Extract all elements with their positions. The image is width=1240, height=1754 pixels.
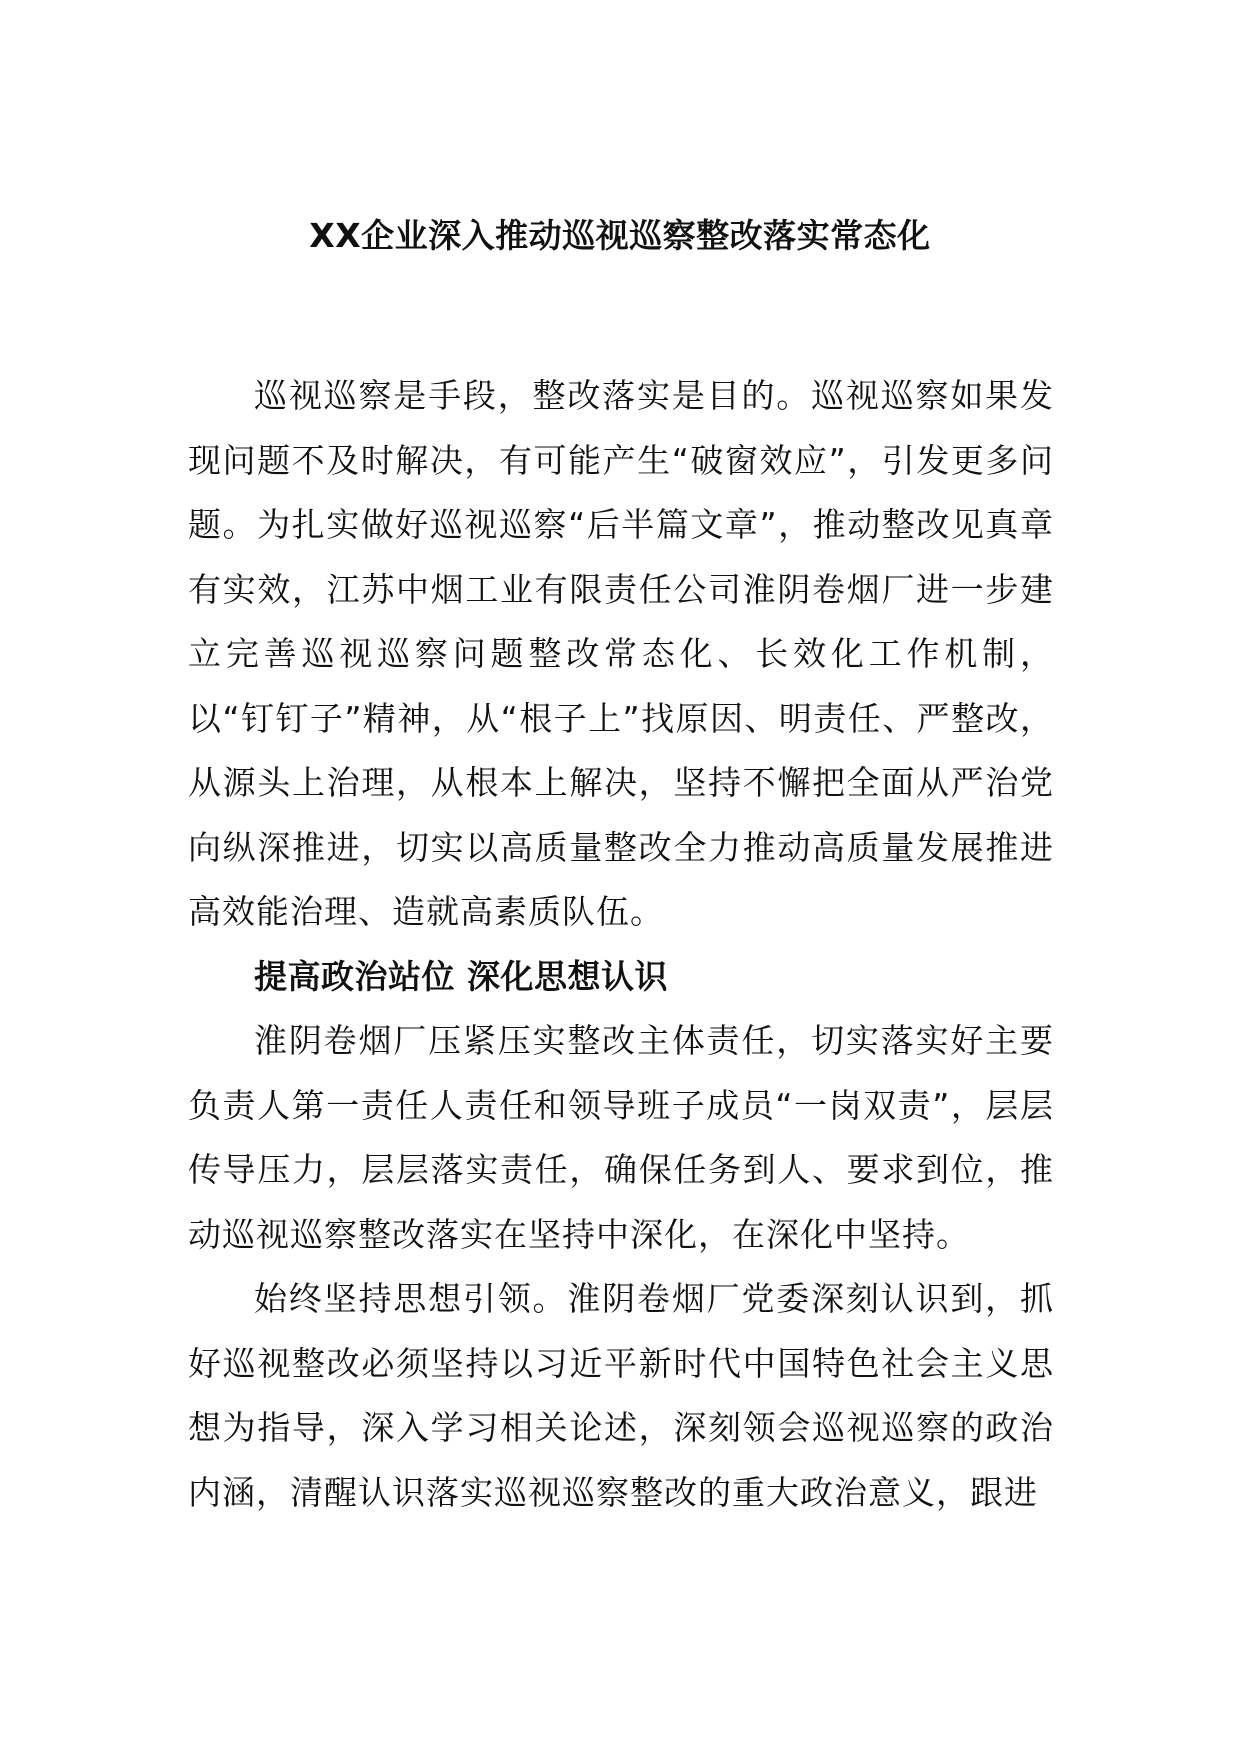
section-paragraph: 淮阴卷烟厂压紧压实整改主体责任，切实落实好主要负责人第一责任人责任和领导班子成员“一岗双责”，层层传导压力，层层落实责任，确保任务到人、要求到位，推动巡视巡察整改落实在坚持中深化，在深化中坚持。 [188,1021,1054,1254]
section-heading: 提高政治站位 深化思想认识 [254,956,668,996]
intro-paragraph: 巡视巡察是手段，整改落实是目的。巡视巡察如果发现问题不及时解决，有可能产生“破窗效应”，引发更多问题。为扎实做好巡视巡察“后半篇文章”，推动整改见真章有实效，江苏中烟工业有限责任公司淮阴卷烟厂进一步建立完善巡视巡察问题整改常态化、长效化工作机制，以“钉钉子”精神，从“根子上”找原因、明责任、严整改，从源头上治理，从根本上解决，坚持不懈把全面从严治党向纵深推进，切实以高质量整改全力推动高质量发展推进高效能治理、造就高素质队伍。 [188,376,1054,931]
document-title: XX企业深入推动巡视巡察整改落实常态化 [309,216,931,255]
section-paragraph: 始终坚持思想引领。淮阴卷烟厂党委深刻认识到，抓好巡视整改必须坚持以习近平新时代中国特色社会主义思想为指导，深入学习相关论述，深刻领会巡视巡察的政治内涵，清醒认识落实巡视巡察整改的重大政治意义，跟进 [188,1279,1054,1512]
document-body [188,364,1054,1525]
